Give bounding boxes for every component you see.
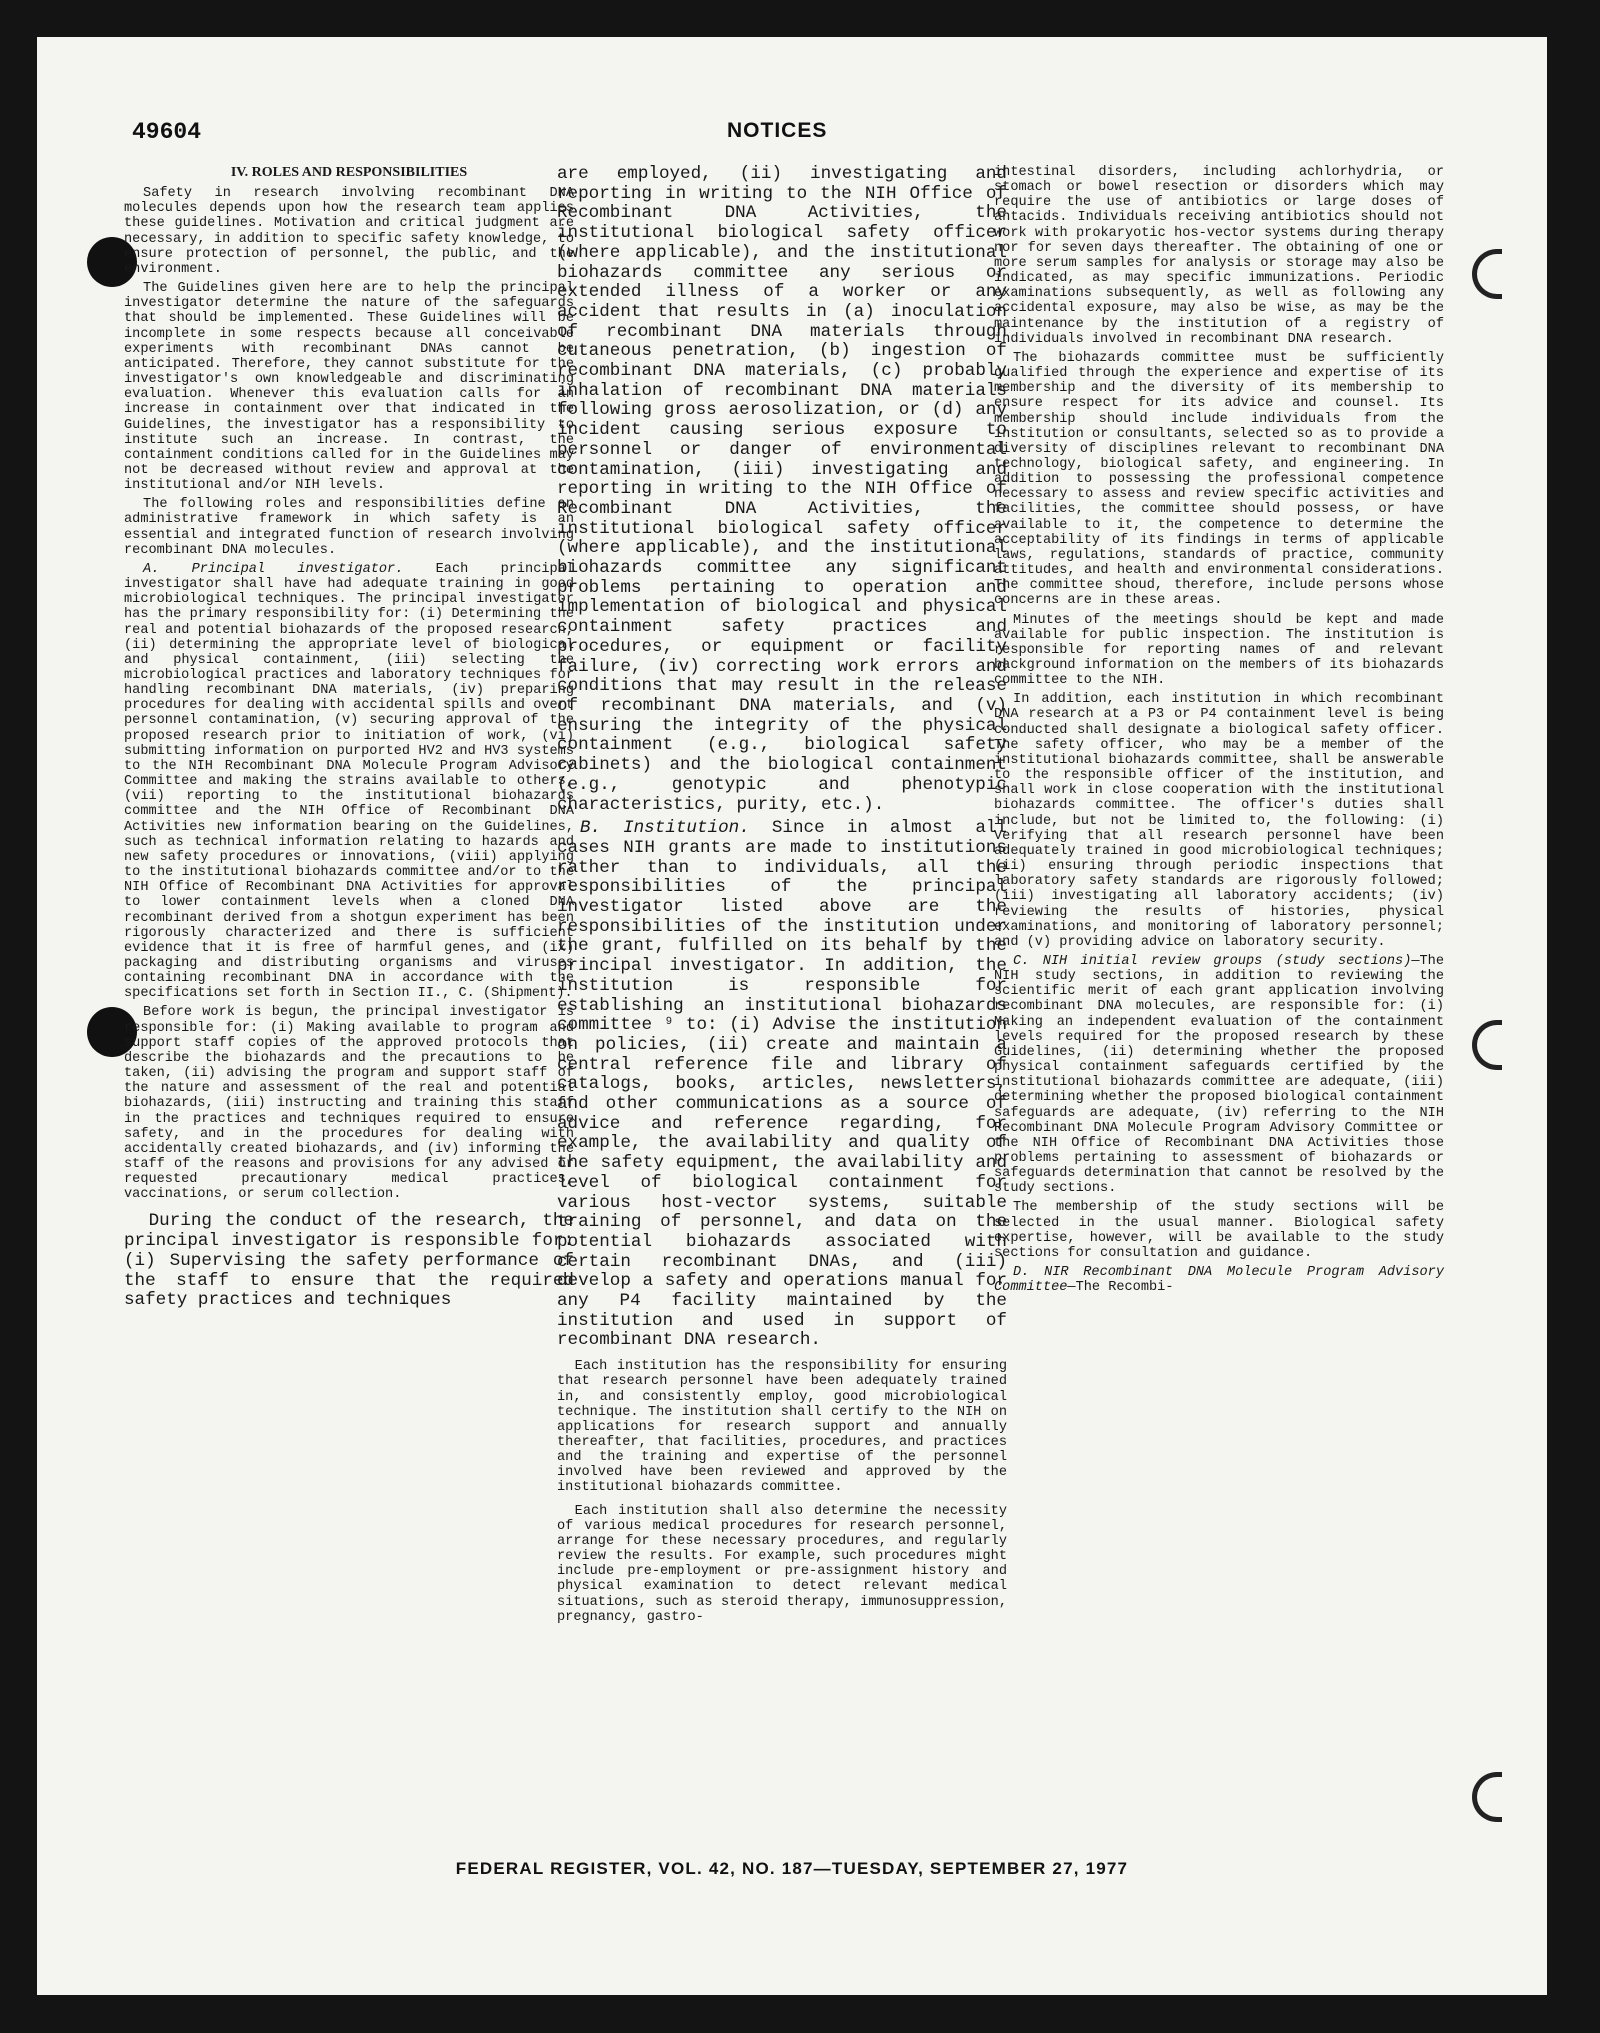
paragraph-lead: C. NIH initial review groups (study sections) <box>1013 953 1412 969</box>
binder-ring-shadow <box>1472 1772 1502 1822</box>
page-title: NOTICES <box>727 119 828 142</box>
paragraph: are employed, (ii) investigating and reporting in writing to the NIH Office of Recombinant DNA Activities, the institutional biological safety officer (where applicable), and the institutional biohazards committee any serious or extended illness of a worker or any accident that results in (a) inoculation of recombinant DNA materials through cutaneous penetration, (b) ingestion of recombinant DNA materials, (c) probably inhalation of recombinant DNA materials following gross aerosolization, or (d) any incident causing serious exposure to personnel or danger of environmental contamination, (iii) investigating and reporting in writing to the NIH Office of Recombinant DNA Activities, the institutional biological safety officer (where applicable), and the institutional biohazards committee any significant problems pertaining to operation and implementation of biological and physical containment safety practices and procedures, or equipment or facility failure, (iv) correcting work errors and conditions that may result in the release of recombinant DNA materials, and (v) ensuring the integrity of the physical containment (e.g., biological safety cabinets) and the biological containment (e.g., genotypic and phenotypic characteristics, purity, etc.). <box>557 164 1007 815</box>
paragraph: Each institution shall also determine the necessity of various medical procedures for research personnel, arrange for these necessary procedures, and regularly review the results. For example, such procedures might include pre-employment or pre-assignment history and physical examination to detect relevant medical situations, such as steroid therapy, immunosuppression, pregnancy, gastro- <box>557 1503 1007 1625</box>
paragraph <box>994 1265 1444 1295</box>
paragraph-body: —The NIH study sections, in addition to reviewing the scientific merit of each grant application involving recombinant DNA molecules, are responsible for: (i) Making an independent evaluation of the containment levels required for the proposed research by these Guidelines, (ii) determining whether the proposed physical containment safeguards certified by the institutional biohazards committee are adequate, (iii) determining whether the proposed biological containment safeguards are adequate, (iv) referring to the NIH Recombinant DNA Molecule Program Advisory Committee or the NIH Office of Recombinant DNA Activities those problems pertaining to assessment of biohazards or safeguards determination that cannot be resolved by the study sections. <box>994 953 1444 1197</box>
paragraph: The membership of the study sections will be selected in the usual manner. Biological safety expertise, however, will be available to the study sections for consultation and guidance. <box>994 1200 1444 1261</box>
document-page <box>37 37 1547 1995</box>
paragraph: intestinal disorders, including achlorhydria, or stomach or bowel resection or disorders which may require the use of antibiotics or large doses of antacids. Individuals receiving antibiotics should not work with prokaryotic hos-vector systems during therapy nor for seven days thereafter. The obtaining of one or more serum samples for analysis or storage may also be indicated, as may specific immunizations. Periodic examinations subsequently, as well as following any accidental exposure, may also be wise, as may be the maintenance by the institution of a registry of individuals involved in recombinant DNA research. <box>994 165 1444 347</box>
binder-ring-shadow <box>1472 1020 1502 1070</box>
paragraph-lead: B. Institution. <box>579 818 750 839</box>
paragraph-body: Each principal investigator shall have had adequate training in good microbiological techniques. The principal investigator has the primary responsibility for: (i) Determining the real and potential biohazards of the proposed research, (ii) determining the appropriate level of biological and physical containment, (iii) selecting the microbiological practices and laboratory techniques for handling recombinant DNA materials, (iv) preparing procedures for dealing with accidental spills and overt personnel contamination, (v) securing approval of the proposed research prior to initiation of work, (vi) submitting information on purported HV2 and HV3 systems to the NIH Recombinant DNA Molecule Program Advisory Committee and making the strains available to others, (vii) reporting to the institutional biohazards committee and the NIH Office of Recombinant DNA Activities new information bearing on the Guidelines, such as technical information relating to hazards and new safety procedures or innovations, (viii) applying to the institutional biohazards committee and/or to the NIH Office of Recombinant DNA Activities for approval to lower containment levels when a cloned DNA recombinant derived from a shotgun experiment has been rigorously characterized and there is sufficient evidence that it is free of harmful genes, and (ix) packaging and distributing organisms and viruses containing recombinant DNA in accordance with the specifications set forth in Section II., C. (Shipment). <box>124 561 574 1002</box>
paragraph: Each institution has the responsibility for ensuring that research personnel have been adequately trained in, and consistently employ, good microbiological technique. The institution shall certify to the NIH on applications for research support and annually thereafter, that facilities, procedures, and practices and the training and expertise of the personnel involved have been reviewed and approved by the institutional biohazards committee. <box>557 1359 1007 1496</box>
page-number: 49604 <box>132 119 202 145</box>
paragraph <box>557 819 1007 1351</box>
paragraph <box>994 954 1444 1197</box>
paragraph: The following roles and responsibilities define an administrative framework in which safety is an essential and integrated function of research involving recombinant DNA molecules. <box>124 497 574 558</box>
paragraph <box>124 562 574 1002</box>
paragraph: The Guidelines given here are to help the principal investigator determine the nature of the safeguards that should be implemented. These Guidelines will be incomplete in some respects because all conceivable experiments with recombinant DNAs cannot be anticipated. Therefore, they cannot substitute for the investigator's own knowledgeable and discriminating evaluation. Whenever this evaluation calls for an increase in containment over that indicated in the Guidelines, the investigator has a responsibility to institute such an increase. In contrast, the containment conditions called for in the Guidelines may not be decreased without review and approval at the institutional and/or NIH levels. <box>124 281 574 494</box>
paragraph-lead: D. NIR Recombinant DNA Molecule Program Advisory Committee <box>994 1265 1444 1296</box>
paragraph: Safety in research involving recombinant DNA molecules depends upon how the research team applies these guidelines. Motivation and critical judgment are necessary, in addition to specific safety knowledge, to ensure protection of personnel, the public, and the environment. <box>124 186 574 277</box>
page-footer: FEDERAL REGISTER, VOL. 42, NO. 187—TUESDAY, SEPTEMBER 27, 1977 <box>455 1859 1129 1878</box>
paragraph: The biohazards committee must be sufficiently qualified through the experience and expertise of its membership and the diversity of its membership to ensure respect for its advice and counsel. Its membership should include individuals from the institution or consultants, selected so as to provide a diversity of disciplines relevant to recombinant DNA technology, biological safety, and engineering. In addition to possessing the professional competence necessary to assess and review specific activities and facilities, the committee should possess, or have available to it, the competence to determine the acceptability of its findings in terms of applicable laws, regulations, standards of practice, community attitudes, and health and environmental considerations. The committee shoud, therefore, include persons whose concerns are in these areas. <box>994 350 1444 609</box>
text-column-3 <box>994 165 1444 1299</box>
paragraph: During the conduct of the research, the principal investigator is responsible for: (i) Supervising the safety performance of the staff to ensure that the required safety practices and techniques <box>124 1211 574 1311</box>
section-heading: IV. ROLES AND RESPONSIBILITIES <box>230 165 468 180</box>
text-column-1 <box>124 165 574 1315</box>
paragraph: Before work is begun, the principal investigator is responsible for: (i) Making available to program and support staff copies of the approved protocols that describe the biohazards and the precautions to be taken, (ii) advising the program and support staff of the nature and assessment of the real and potential biohazards, (iii) instructing and training this staff in the practices and techniques required to ensure safety, and in the procedures for dealing with accidentally created biohazards, and (iv) informing the staff of the reasons and provisions for any advised or requested precautionary medical practices, vaccinations, or serum collection. <box>124 1005 574 1203</box>
text-column-2 <box>557 165 1007 1629</box>
binder-ring-shadow <box>1472 249 1502 299</box>
paragraph: Minutes of the meetings should be kept and made available for public inspection. The institution is responsible for reporting names of and relevant background information on the members of its biohazards committee to the NIH. <box>994 612 1444 689</box>
paragraph-lead: A. Principal investigator. <box>143 561 404 577</box>
paragraph-body: Since in almost all cases NIH grants are made to institutions rather than to individuals, all the responsibilities of the principal investigator listed above are the responsibilities of the institution under the grant, fulfilled on its behalf by the principal investigator. In addition, the institution is responsible for establishing an institutional biohazards committee ⁹ to: (i) Advise the institution on policies, (ii) create and maintain a central reference file and library of catalogs, books, articles, newsletters, and other communications as a source of advice and reference regarding, for example, the availability and quality of the safety equipment, the availability and level of biological containment for various host-vector systems, suitable training of personnel, and data on the potential biohazards associated with certain recombinant DNAs, and (iii) develop a safety and operations manual for any P4 facility maintained by the institution and used in support of recombinant DNA research. <box>557 818 1007 1351</box>
paragraph-body: —The Recombi- <box>1067 1280 1174 1296</box>
paragraph: In addition, each institution in which recombinant DNA research at a P3 or P4 containment level is being conducted shall designate a biological safety officer. The safety officer, who may be a member of the institutional biohazards committee, shall be answerable to the responsible officer of the institution, and shall work in close cooperation with the institutional biohazards committee. The officer's duties shall include, but not be limited to, the following: (i) Verifying that all research personnel have been adequately trained in good microbiological techniques; (ii) ensuring through periodic inspections that laboratory safety standards are rigorously followed; (iii) investigating all laboratory accidents; (iv) reviewing the results of histories, physical examinations, and monitoring of laboratory personnel; and (v) providing advice on laboratory security. <box>994 692 1444 950</box>
